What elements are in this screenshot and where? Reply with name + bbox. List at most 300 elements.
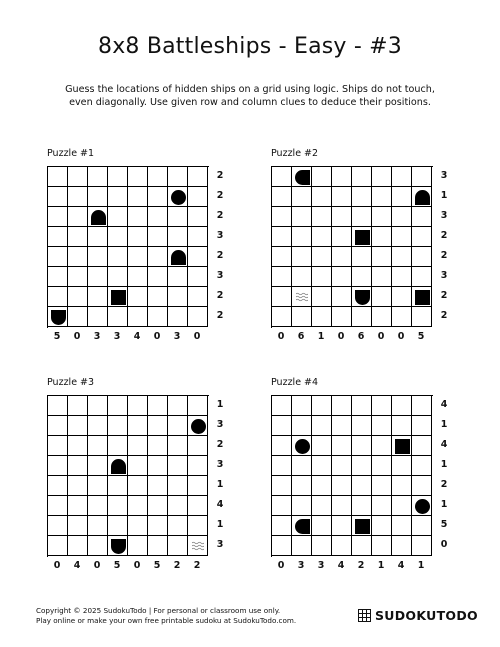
grid-cell[interactable] [108, 516, 128, 536]
row-clue: 1 [440, 459, 448, 470]
grid-cell[interactable] [68, 307, 88, 327]
row-clue: 2 [440, 250, 448, 261]
grid-cell[interactable] [128, 167, 148, 187]
grid-cell[interactable] [148, 516, 168, 536]
grid-cell[interactable] [312, 227, 332, 247]
grid-cell[interactable] [412, 167, 432, 187]
grid-cell[interactable] [332, 247, 352, 267]
grid-cell[interactable] [412, 476, 432, 496]
grid-cell[interactable] [108, 307, 128, 327]
ship-segment-square [395, 439, 410, 454]
grid-cell[interactable] [272, 436, 292, 456]
column-clue: 0 [397, 331, 405, 342]
grid-cell[interactable] [312, 167, 332, 187]
grid-cell[interactable] [332, 536, 352, 556]
grid-cell[interactable] [372, 187, 392, 207]
grid-cell[interactable] [88, 496, 108, 516]
grid-cell[interactable] [412, 287, 432, 307]
grid-cell[interactable] [128, 247, 148, 267]
grid-cell[interactable] [48, 456, 68, 476]
grid-cell[interactable] [352, 516, 372, 536]
row-clue: 3 [440, 270, 448, 281]
instructions-text: Guess the locations of hidden ships on a grid using logic. Ships do not touch, even diagonally. Use given row and column clues to deduce their positions. [65, 84, 435, 108]
grid-cell[interactable] [128, 227, 148, 247]
grid-cell[interactable] [292, 496, 312, 516]
grid-cell[interactable] [68, 456, 88, 476]
grid-cell[interactable] [48, 267, 68, 287]
grid-cell[interactable] [108, 247, 128, 267]
grid-cell[interactable] [312, 516, 332, 536]
grid-cell[interactable] [108, 396, 128, 416]
ship-segment-bottom [111, 539, 126, 554]
grid-cell[interactable] [128, 416, 148, 436]
grid-cell[interactable] [48, 167, 68, 187]
column-clues [271, 560, 433, 571]
grid-cell[interactable] [48, 227, 68, 247]
grid-cell[interactable] [412, 456, 432, 476]
grid-cell[interactable] [292, 516, 312, 536]
grid-cell[interactable] [148, 247, 168, 267]
grid-cell[interactable] [168, 187, 188, 207]
row-clue: 3 [216, 230, 224, 241]
column-clue: 4 [73, 560, 81, 571]
grid-cell[interactable] [88, 307, 108, 327]
row-clue: 3 [440, 170, 448, 181]
grid-cell[interactable] [148, 496, 168, 516]
grid-cell[interactable] [392, 187, 412, 207]
grid-cell[interactable] [48, 207, 68, 227]
grid-cell[interactable] [108, 436, 128, 456]
grid-cell[interactable] [332, 187, 352, 207]
grid-cell[interactable] [352, 287, 372, 307]
grid-cell[interactable] [372, 396, 392, 416]
ship-segment-sub [415, 499, 430, 514]
grid-cell[interactable] [188, 247, 208, 267]
grid-cell[interactable] [128, 516, 148, 536]
grid-cell[interactable] [68, 227, 88, 247]
grid-cell[interactable] [168, 516, 188, 536]
grid-cell[interactable] [352, 247, 372, 267]
grid-cell[interactable] [272, 396, 292, 416]
grid-cell[interactable] [148, 396, 168, 416]
grid-cell[interactable] [188, 187, 208, 207]
column-clue: 5 [113, 560, 121, 571]
row-clue: 0 [440, 539, 448, 550]
ship-segment-square [415, 290, 430, 305]
grid-cell[interactable] [48, 496, 68, 516]
grid-cell[interactable] [188, 476, 208, 496]
grid-cell[interactable] [312, 496, 332, 516]
grid-cell[interactable] [392, 496, 412, 516]
grid-cell[interactable] [108, 456, 128, 476]
column-clue: 0 [93, 560, 101, 571]
grid-cell[interactable] [372, 436, 392, 456]
grid-cell[interactable] [88, 536, 108, 556]
copyright-footer [36, 606, 296, 626]
grid-cell[interactable] [312, 416, 332, 436]
grid-cell[interactable] [68, 287, 88, 307]
column-clue: 5 [417, 331, 425, 342]
grid-cell[interactable] [68, 476, 88, 496]
grid-cell[interactable] [412, 496, 432, 516]
grid-cell[interactable] [168, 287, 188, 307]
grid-cell[interactable] [372, 287, 392, 307]
grid-cell[interactable] [272, 247, 292, 267]
grid-cell[interactable] [128, 396, 148, 416]
grid-cell[interactable] [88, 287, 108, 307]
column-clue: 0 [133, 560, 141, 571]
grid-cell[interactable] [272, 187, 292, 207]
grid-cell[interactable] [412, 536, 432, 556]
grid-cell[interactable] [88, 516, 108, 536]
grid-cell[interactable] [292, 456, 312, 476]
grid-cell[interactable] [272, 536, 292, 556]
column-clue: 4 [133, 331, 141, 342]
promo-line: Play online or make your own free printable sudoku at SudokuTodo.com. [36, 616, 297, 625]
ship-segment-top [111, 459, 126, 474]
grid-cell[interactable] [48, 436, 68, 456]
grid-cell[interactable] [332, 396, 352, 416]
grid-cell[interactable] [188, 167, 208, 187]
grid-cell[interactable] [392, 456, 412, 476]
ship-segment-bottom [355, 290, 370, 305]
grid-cell[interactable] [412, 227, 432, 247]
grid-cell[interactable] [108, 187, 128, 207]
grid-cell[interactable] [48, 536, 68, 556]
grid-cell[interactable] [88, 476, 108, 496]
grid-cell[interactable] [272, 416, 292, 436]
grid-cell[interactable] [272, 227, 292, 247]
grid-cell[interactable] [188, 516, 208, 536]
water-icon [192, 541, 204, 551]
grid-cell[interactable] [108, 287, 128, 307]
grid-cell[interactable] [332, 227, 352, 247]
column-clue: 1 [417, 560, 425, 571]
grid-cell[interactable] [88, 267, 108, 287]
grid-cell[interactable] [128, 307, 148, 327]
grid-cell[interactable] [148, 307, 168, 327]
row-clue: 2 [440, 310, 448, 321]
grid-cell[interactable] [168, 416, 188, 436]
grid-cell[interactable] [48, 307, 68, 327]
grid-cell[interactable] [148, 187, 168, 207]
grid-cell[interactable] [332, 167, 352, 187]
grid-cell[interactable] [412, 247, 432, 267]
grid-cell[interactable] [372, 167, 392, 187]
grid-cell[interactable] [88, 247, 108, 267]
grid-cell[interactable] [392, 287, 412, 307]
grid-cell[interactable] [88, 396, 108, 416]
grid-cell[interactable] [292, 396, 312, 416]
grid-cell[interactable] [392, 247, 412, 267]
grid-cell[interactable] [352, 496, 372, 516]
grid-cell[interactable] [108, 496, 128, 516]
grid-cell[interactable] [292, 267, 312, 287]
grid-cell[interactable] [108, 207, 128, 227]
grid-cell[interactable] [372, 496, 392, 516]
grid-cell[interactable] [372, 207, 392, 227]
column-clue: 4 [397, 560, 405, 571]
grid-cell[interactable] [332, 287, 352, 307]
grid-cell[interactable] [148, 536, 168, 556]
grid-cell[interactable] [352, 267, 372, 287]
grid-cell[interactable] [188, 227, 208, 247]
grid-cell[interactable] [168, 396, 188, 416]
grid-cell[interactable] [352, 456, 372, 476]
grid-cell[interactable] [48, 287, 68, 307]
grid-cell[interactable] [168, 436, 188, 456]
grid-cell[interactable] [412, 307, 432, 327]
grid-cell[interactable] [68, 267, 88, 287]
grid-cell[interactable] [88, 207, 108, 227]
grid-cell[interactable] [292, 287, 312, 307]
grid-cell[interactable] [352, 227, 372, 247]
grid-cell[interactable] [292, 207, 312, 227]
grid-cell[interactable] [372, 227, 392, 247]
grid-cell[interactable] [392, 536, 412, 556]
grid-cell[interactable] [352, 396, 372, 416]
grid-cell[interactable] [272, 516, 292, 536]
grid-cell[interactable] [168, 247, 188, 267]
grid-cell[interactable] [292, 167, 312, 187]
grid-cell[interactable] [188, 416, 208, 436]
grid-cell[interactable] [148, 167, 168, 187]
grid-cell[interactable] [188, 436, 208, 456]
grid-cell[interactable] [168, 456, 188, 476]
grid-cell[interactable] [188, 267, 208, 287]
grid-cell[interactable] [48, 416, 68, 436]
grid-cell[interactable] [272, 496, 292, 516]
grid-cell[interactable] [292, 416, 312, 436]
row-clue: 2 [216, 310, 224, 321]
grid-cell[interactable] [392, 416, 412, 436]
grid-cell[interactable] [392, 207, 412, 227]
grid-cell[interactable] [392, 227, 412, 247]
grid-cell[interactable] [352, 167, 372, 187]
grid-cell[interactable] [88, 227, 108, 247]
grid-cell[interactable] [352, 207, 372, 227]
grid-cell[interactable] [392, 267, 412, 287]
grid-cell[interactable] [392, 396, 412, 416]
grid-cell[interactable] [68, 167, 88, 187]
grid-cell[interactable] [108, 536, 128, 556]
grid-cell[interactable] [148, 416, 168, 436]
ship-segment-top [415, 190, 430, 205]
grid-cell[interactable] [168, 207, 188, 227]
grid-cell[interactable] [412, 187, 432, 207]
grid-cell[interactable] [68, 436, 88, 456]
grid-cell[interactable] [272, 456, 292, 476]
grid-cell[interactable] [128, 267, 148, 287]
grid-cell[interactable] [48, 187, 68, 207]
grid-cell[interactable] [88, 187, 108, 207]
grid-cell[interactable] [312, 436, 332, 456]
grid-cell[interactable] [292, 307, 312, 327]
ship-segment-sub [295, 439, 310, 454]
grid-cell[interactable] [128, 496, 148, 516]
grid-cell[interactable] [392, 307, 412, 327]
grid-cell[interactable] [88, 167, 108, 187]
grid-cell[interactable] [312, 536, 332, 556]
grid-cell[interactable] [188, 536, 208, 556]
grid-cell[interactable] [48, 516, 68, 536]
row-clue: 1 [440, 190, 448, 201]
grid-cell[interactable] [68, 496, 88, 516]
grid-cell[interactable] [392, 516, 412, 536]
grid-cell[interactable] [48, 396, 68, 416]
grid-cell[interactable] [148, 227, 168, 247]
grid-cell[interactable] [148, 436, 168, 456]
grid-cell[interactable] [272, 307, 292, 327]
grid-cell[interactable] [352, 436, 372, 456]
grid-cell[interactable] [392, 167, 412, 187]
grid-cell[interactable] [68, 207, 88, 227]
grid-cell[interactable] [128, 456, 148, 476]
grid-cell[interactable] [168, 267, 188, 287]
grid-cell[interactable] [312, 456, 332, 476]
grid-cell[interactable] [168, 307, 188, 327]
grid-cell[interactable] [372, 516, 392, 536]
puzzle-label: Puzzle #1 [47, 148, 95, 159]
grid-cell[interactable] [272, 167, 292, 187]
grid-cell[interactable] [332, 516, 352, 536]
grid-cell[interactable] [292, 227, 312, 247]
grid-cell[interactable] [272, 207, 292, 227]
grid-cell[interactable] [148, 267, 168, 287]
grid-cell[interactable] [372, 267, 392, 287]
grid-cell[interactable] [128, 436, 148, 456]
grid-cell[interactable] [352, 307, 372, 327]
grid-cell[interactable] [88, 436, 108, 456]
grid-cell[interactable] [148, 287, 168, 307]
grid-cell[interactable] [332, 267, 352, 287]
grid-cell[interactable] [148, 207, 168, 227]
grid-cell[interactable] [332, 307, 352, 327]
grid-cell[interactable] [272, 267, 292, 287]
column-clue: 3 [113, 331, 121, 342]
grid-cell[interactable] [352, 476, 372, 496]
grid-cell[interactable] [312, 207, 332, 227]
grid-cell[interactable] [108, 267, 128, 287]
grid-cell[interactable] [108, 227, 128, 247]
grid-cell[interactable] [372, 456, 392, 476]
grid-cell[interactable] [292, 187, 312, 207]
grid-cell[interactable] [272, 287, 292, 307]
grid-cell[interactable] [332, 436, 352, 456]
row-clue: 2 [216, 439, 224, 450]
ship-segment-left [295, 519, 310, 534]
grid-cell[interactable] [168, 476, 188, 496]
grid-cell[interactable] [68, 536, 88, 556]
ship-segment-square [111, 290, 126, 305]
grid-cell[interactable] [48, 247, 68, 267]
grid-cell[interactable] [412, 436, 432, 456]
grid-cell[interactable] [168, 536, 188, 556]
ship-segment-sub [191, 419, 206, 434]
grid-cell[interactable] [312, 307, 332, 327]
grid-cell[interactable] [352, 536, 372, 556]
grid-cell[interactable] [48, 476, 68, 496]
grid-cell[interactable] [292, 536, 312, 556]
puzzle-label: Puzzle #2 [271, 148, 319, 159]
grid-cell[interactable] [188, 496, 208, 516]
grid-cell[interactable] [292, 436, 312, 456]
grid-cell[interactable] [292, 476, 312, 496]
grid-cell[interactable] [168, 167, 188, 187]
grid-cell[interactable] [312, 287, 332, 307]
grid-cell[interactable] [372, 536, 392, 556]
grid-cell[interactable] [372, 307, 392, 327]
grid-cell[interactable] [392, 436, 412, 456]
grid-cell[interactable] [88, 456, 108, 476]
grid-cell[interactable] [272, 476, 292, 496]
grid-cell[interactable] [128, 207, 148, 227]
grid-cell[interactable] [188, 207, 208, 227]
grid-cell[interactable] [168, 496, 188, 516]
grid-cell[interactable] [312, 247, 332, 267]
grid-cell[interactable] [148, 476, 168, 496]
column-clue: 0 [53, 560, 61, 571]
grid-cell[interactable] [372, 476, 392, 496]
grid-cell[interactable] [332, 456, 352, 476]
grid-cell[interactable] [332, 207, 352, 227]
grid-cell[interactable] [412, 416, 432, 436]
grid-cell[interactable] [128, 536, 148, 556]
grid-cell[interactable] [148, 456, 168, 476]
row-clue: 3 [440, 210, 448, 221]
grid-cell[interactable] [292, 247, 312, 267]
grid-cell[interactable] [68, 247, 88, 267]
grid-cell[interactable] [188, 287, 208, 307]
grid-cell[interactable] [312, 187, 332, 207]
grid-cell[interactable] [312, 267, 332, 287]
grid-cell[interactable] [108, 476, 128, 496]
grid-cell[interactable] [332, 416, 352, 436]
grid-cell[interactable] [68, 187, 88, 207]
grid-cell[interactable] [412, 267, 432, 287]
grid-cell[interactable] [412, 207, 432, 227]
grid-cell[interactable] [352, 416, 372, 436]
column-clue: 0 [153, 331, 161, 342]
grid-cell[interactable] [68, 396, 88, 416]
grid-cell[interactable] [128, 476, 148, 496]
grid-cell[interactable] [372, 416, 392, 436]
grid-cell[interactable] [68, 416, 88, 436]
grid-cell[interactable] [68, 516, 88, 536]
grid-cell[interactable] [332, 496, 352, 516]
grid-cell[interactable] [352, 187, 372, 207]
grid-cell[interactable] [188, 396, 208, 416]
grid-cell[interactable] [312, 476, 332, 496]
grid-cell[interactable] [188, 307, 208, 327]
grid-cell[interactable] [108, 416, 128, 436]
grid-cell[interactable] [372, 247, 392, 267]
column-clue: 1 [377, 560, 385, 571]
grid-cell[interactable] [392, 476, 412, 496]
grid-cell[interactable] [128, 287, 148, 307]
grid-cell[interactable] [168, 227, 188, 247]
grid-cell[interactable] [128, 187, 148, 207]
grid-cell[interactable] [188, 456, 208, 476]
grid-cell[interactable] [412, 396, 432, 416]
grid-cell[interactable] [312, 396, 332, 416]
grid-cell[interactable] [108, 167, 128, 187]
grid-cell[interactable] [88, 416, 108, 436]
grid-cell[interactable] [412, 516, 432, 536]
row-clue: 2 [440, 290, 448, 301]
grid-cell[interactable] [332, 476, 352, 496]
column-clue: 0 [277, 560, 285, 571]
